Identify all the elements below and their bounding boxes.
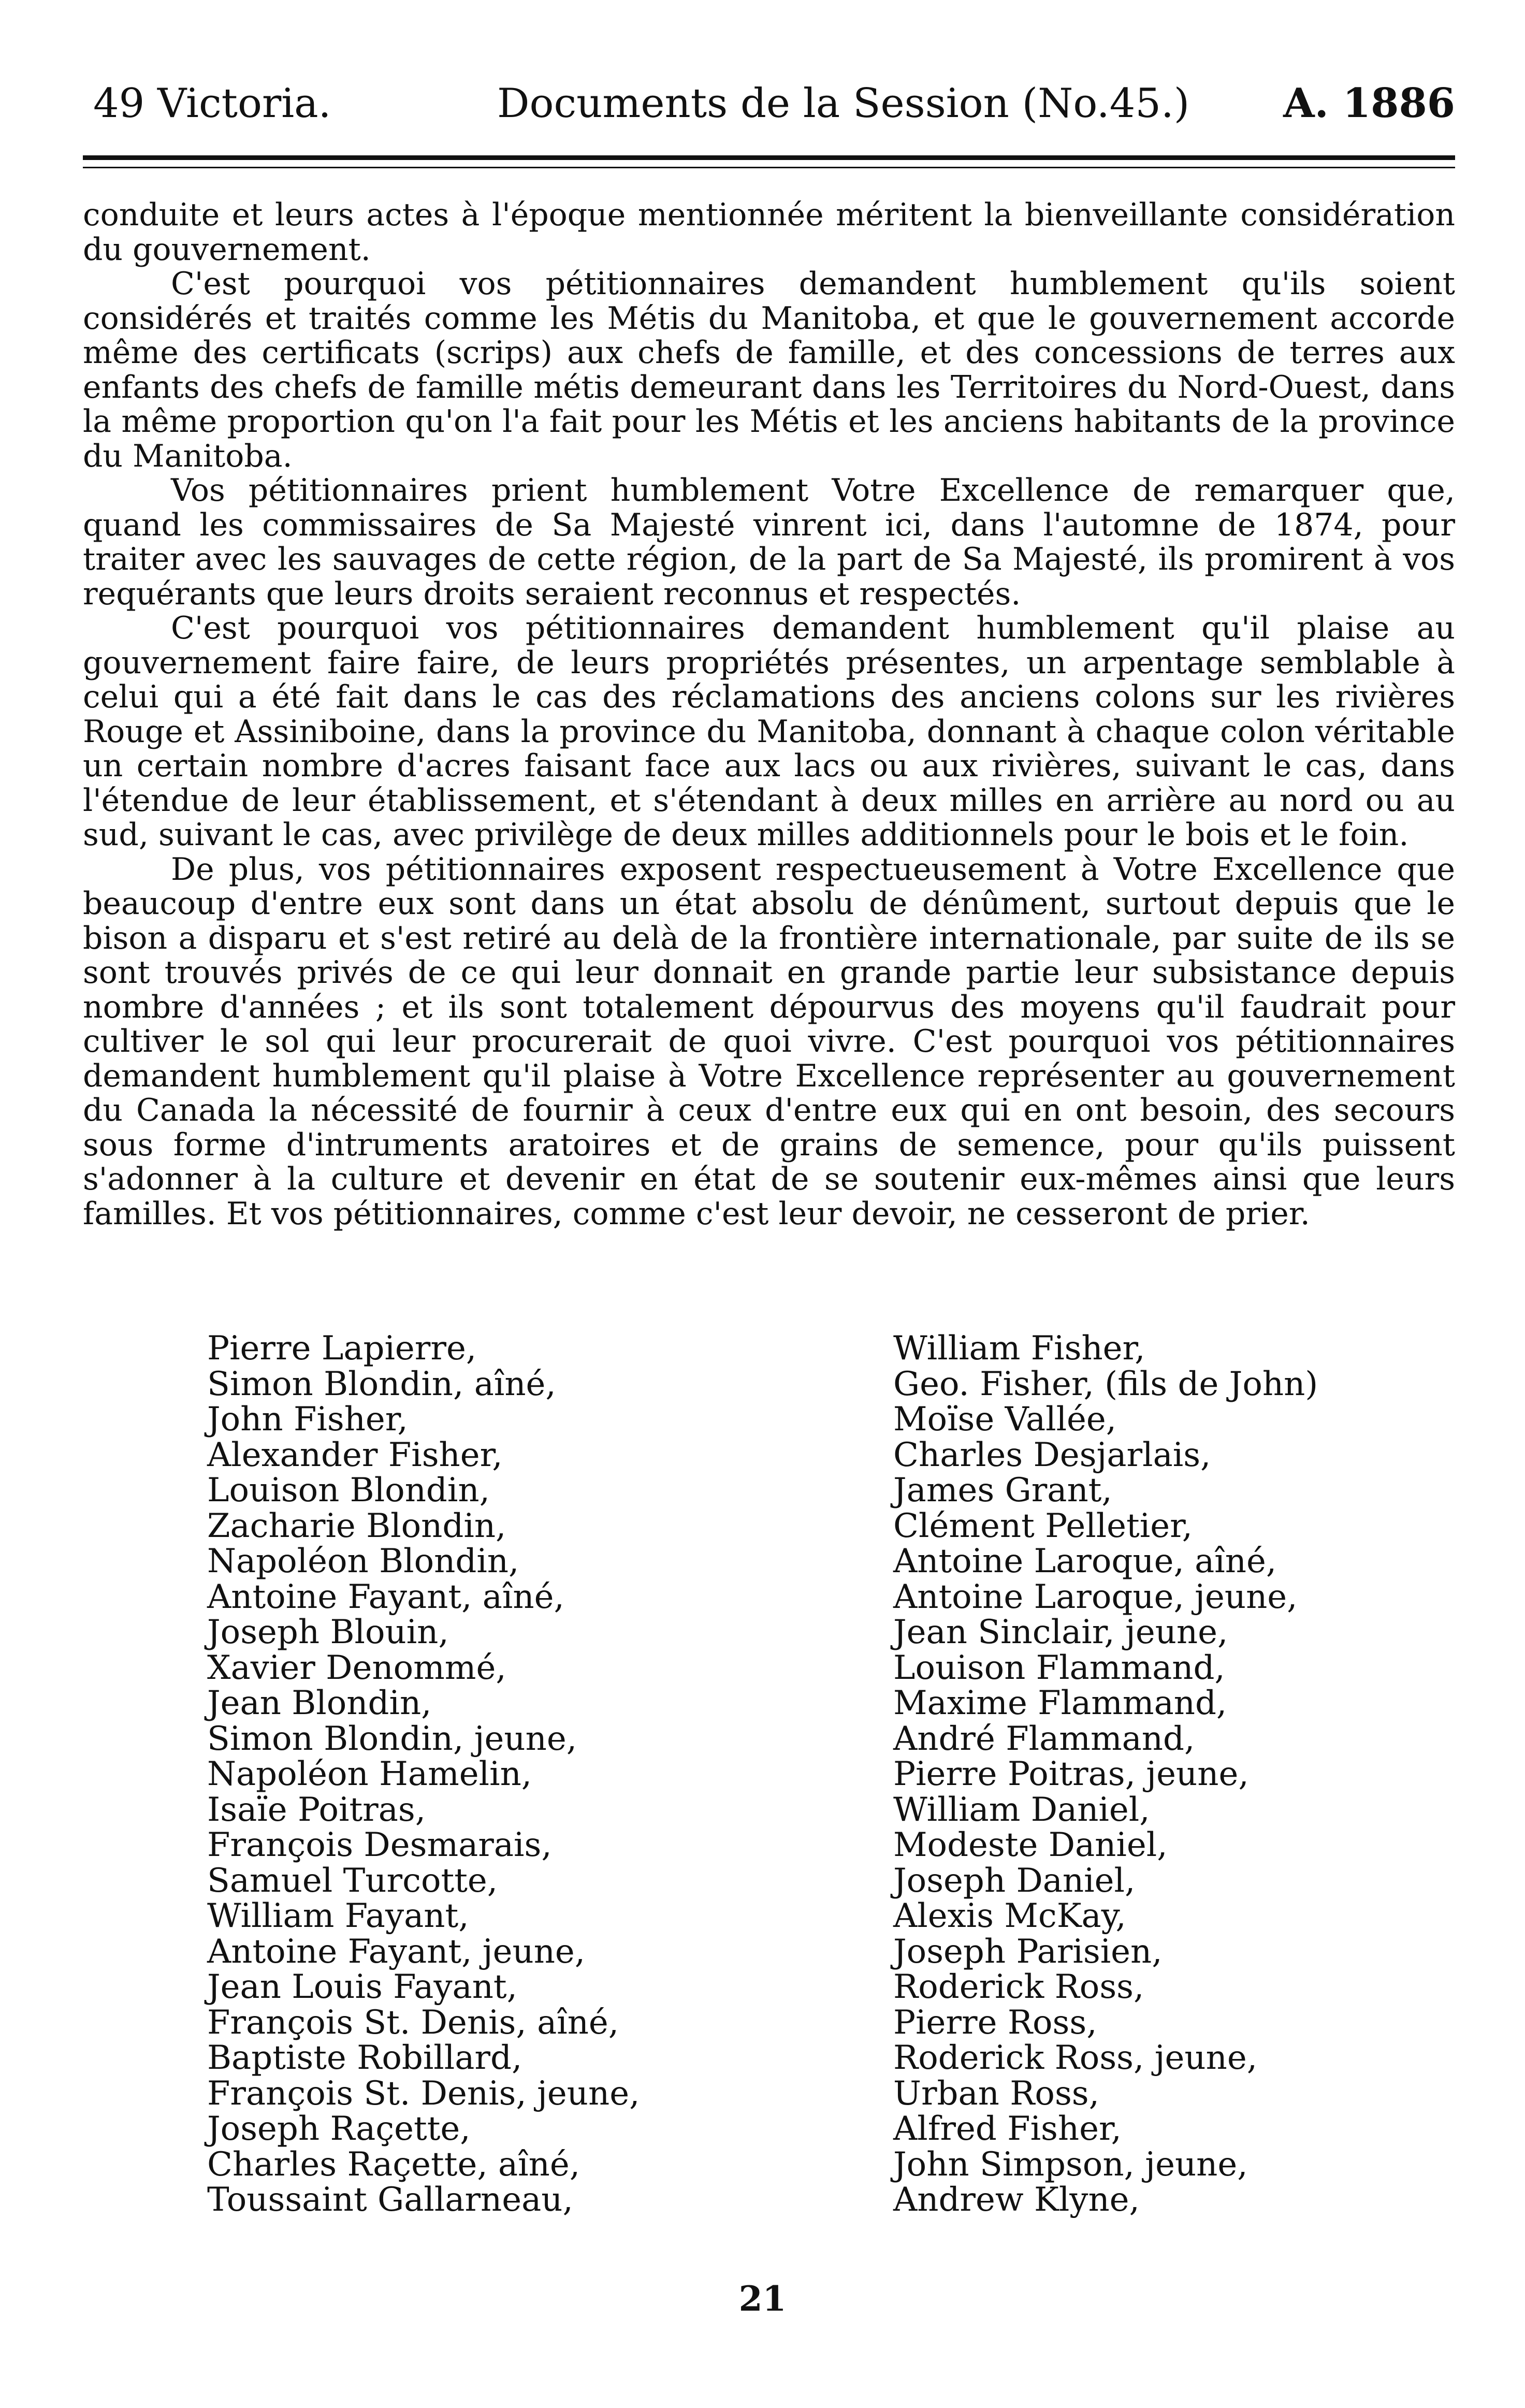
signature-name: Charles Desjarlais,: [893, 1435, 1211, 1474]
signature-name: Roderick Ross, jeune,: [893, 2039, 1258, 2077]
signature-name: Urban Ross,: [893, 2074, 1099, 2113]
signature-name: Louison Flammand,: [893, 1648, 1225, 1687]
signature-name: William Fisher,: [893, 1329, 1145, 1368]
signature-name: Charles Raçette, aîné,: [207, 2145, 580, 2184]
signature-name: Jean Sinclair, jeune,: [893, 1613, 1228, 1651]
signatures-right-column: [893, 1331, 1318, 2218]
signature-name: Pierre Ross,: [893, 2003, 1097, 2042]
header-rule-thick: [83, 155, 1455, 160]
signature-name: James Grant,: [893, 1471, 1112, 1510]
signature-name: Joseph Blouin,: [207, 1613, 449, 1651]
signature-name: Zacharie Blondin,: [207, 1506, 506, 1545]
signature-name: Antoine Fayant, jeune,: [207, 1932, 586, 1971]
signature-name: Samuel Turcotte,: [207, 1861, 498, 1900]
signature-name: John Fisher,: [207, 1400, 408, 1439]
header-rule-thin: [83, 167, 1455, 168]
header-year: A. 1886: [1283, 80, 1455, 127]
signature-name: Modeste Daniel,: [893, 1826, 1168, 1864]
page-number: 21: [738, 2279, 787, 2319]
signature-name: Clément Pelletier,: [893, 1506, 1193, 1545]
signature-name: Alfred Fisher,: [893, 2110, 1122, 2148]
signature-name: William Fayant,: [207, 1897, 469, 1935]
signature-name: Napoléon Hamelin,: [207, 1755, 532, 1793]
signature-name: Alexander Fisher,: [207, 1435, 503, 1474]
signature-name: Antoine Laroque, jeune,: [893, 1577, 1298, 1616]
signature-name: Joseph Daniel,: [893, 1861, 1136, 1900]
signature-name: Moïse Vallée,: [893, 1400, 1117, 1439]
paragraph-treaty-promise: Vos pétitionnaires prient humblement Votre Excellence de remarquer que, quand les commissaires de Sa Majesté vinrent ici, dans l'automne de 1874, pour traiter avec les sauvages de cette région, de la part de Sa Majesté, ils promirent à vos requérants que leurs droits seraient reconnus et respectés.: [83, 472, 1455, 612]
signature-name: Isaïe Poitras,: [207, 1790, 426, 1829]
signature-name: François St. Denis, aîné,: [207, 2003, 619, 2042]
signature-name: Jean Blondin,: [207, 1684, 432, 1722]
signature-name: Andrew Klyne,: [893, 2181, 1140, 2219]
signature-name: Geo. Fisher, (fils de John): [893, 1365, 1318, 1403]
signature-name: Simon Blondin, jeune,: [207, 1719, 577, 1758]
signature-name: Louison Blondin,: [207, 1471, 490, 1510]
signature-name: André Flammand,: [893, 1719, 1195, 1758]
header-document-title: Documents de la Session (No.45.): [497, 80, 1190, 127]
paragraph-continuation: conduite et leurs actes à l'époque mentionnée méritent la bienveillante considération du gouvernement.: [83, 197, 1455, 268]
signature-name: Antoine Fayant, aîné,: [207, 1577, 564, 1616]
signature-name: Simon Blondin, aîné,: [207, 1365, 556, 1403]
signature-name: Maxime Flammand,: [893, 1684, 1227, 1722]
signature-name: François St. Denis, jeune,: [207, 2074, 640, 2113]
signature-name: Roderick Ross,: [893, 1968, 1144, 2006]
signature-name: Pierre Poitras, jeune,: [893, 1755, 1249, 1793]
petition-body: [83, 198, 1455, 1231]
signature-name: Joseph Parisien,: [893, 1932, 1163, 1971]
signature-name: Antoine Laroque, aîné,: [893, 1542, 1277, 1580]
page-header: [83, 78, 1455, 129]
signature-name: François Desmarais,: [207, 1826, 552, 1864]
paragraph-relief-request: De plus, vos pétitionnaires exposent respectueusement à Votre Excellence que beaucoup d'entre eux sont dans un état absolu de dénûment, surtout depuis que le bison a disparu et s'est retiré au delà de la frontière internationale, par suite de ils se sont trouvés privés de ce qui leur donnait en grande partie leur subsistance depuis nombre d'années ; et ils sont totalement dépourvus des moyens qu'il faudrait pour cultiver le sol qui leur procurerait de quoi vivre. C'est pourquoi vos pétitionnaires demandent humblement qu'il plaise à Votre Excellence représenter au gouvernement du Canada la nécessité de fournir à ceux d'entre eux qui en ont besoin, des secours sous forme d'intruments aratoires et de grains de semence, pour qu'ils puissent s'adonner à la culture et devenir en état de se soutenir eux-mêmes ainsi que leurs familles. Et vos pétitionnaires, comme c'est leur devoir, ne cesseront de prier.: [83, 851, 1455, 1232]
signature-name: Jean Louis Fayant,: [207, 1968, 517, 2006]
signature-name: Xavier Denommé,: [207, 1648, 506, 1687]
paragraph-survey-request: C'est pourquoi vos pétitionnaires demandent humblement qu'il plaise au gouvernement faire faire, de leurs propriétés présentes, un arpentage semblable à celui qui a été fait dans le cas des réclamations des anciens colons sur les rivières Rouge et Assiniboine, dans la province du Manitoba, donnant à chaque colon véritable un certain nombre d'acres faisant face aux lacs ou aux rivières, suivant le cas, dans l'étendue de leur établissement, et s'étendant à deux milles en arrière au nord ou au sud, suivant le cas, avec privilège de deux milles additionnels pour le bois et le foin.: [83, 610, 1455, 853]
signature-name: John Simpson, jeune,: [893, 2145, 1248, 2184]
signature-name: Napoléon Blondin,: [207, 1542, 519, 1580]
signature-name: Pierre Lapierre,: [207, 1329, 477, 1368]
signature-name: Toussaint Gallarneau,: [207, 2181, 573, 2219]
signatures-left-column: [207, 1331, 640, 2218]
signature-name: Baptiste Robillard,: [207, 2039, 522, 2077]
signature-name: William Daniel,: [893, 1790, 1150, 1829]
signature-name: Alexis McKay,: [893, 1897, 1126, 1935]
paragraph-scrips-request: C'est pourquoi vos pétitionnaires demandent humblement qu'ils soient considérés et traités comme les Métis du Manitoba, et que le gouvernement accorde même des certificats (scrips) aux chefs de famille, et des concessions de terres aux enfants des chefs de famille métis demeurant dans les Territoires du Nord-Ouest, dans la même proportion qu'on l'a fait pour les Métis et les anciens habitants de la province du Manitoba.: [83, 266, 1455, 474]
signature-name: Joseph Raçette,: [207, 2110, 471, 2148]
header-session-year: 49 Victoria.: [93, 80, 331, 127]
